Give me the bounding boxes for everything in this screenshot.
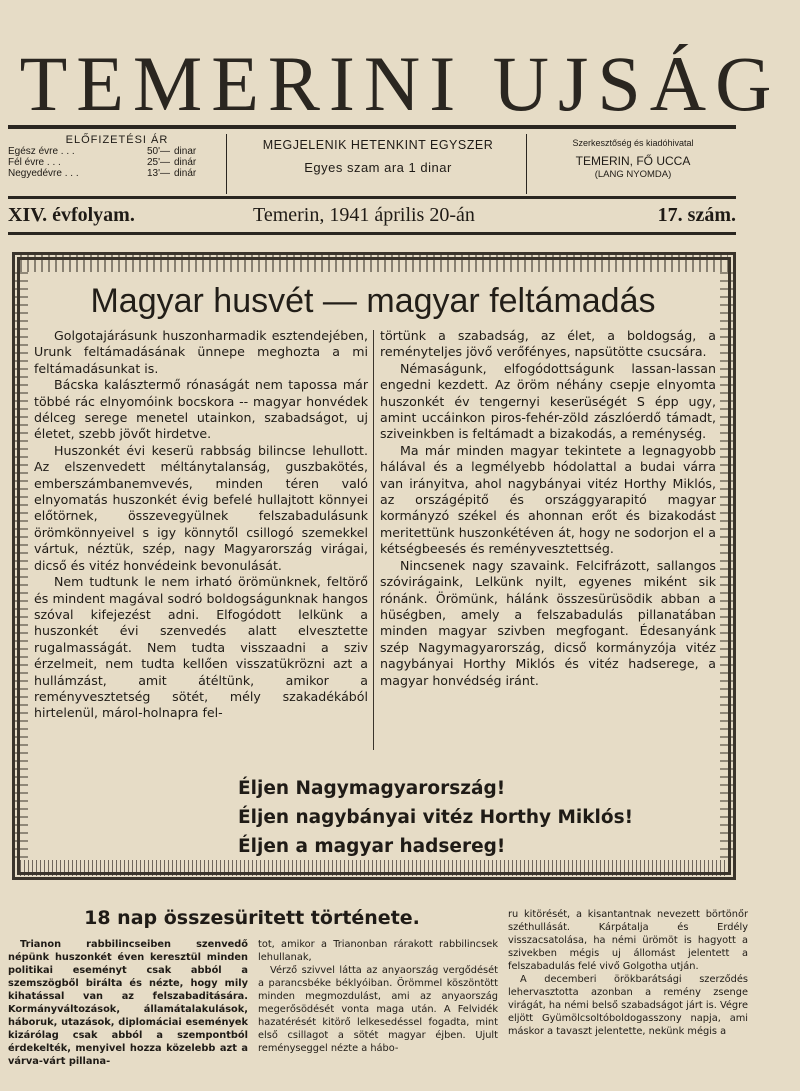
editorial-printer: (LANG NYOMDA)	[594, 169, 672, 180]
article-paragraph: Bácska kalásztermő rónaságát nem tapossa már többé rác elnyomóink bocskora -- magyar honvédek délceg serege menetel utainkon, szabadságot, uj életet, szebb jövőt hirdetve.	[34, 377, 368, 442]
article-paragraph: Huszonkét évi keserü rabbság bilincse lehullott. Az elszenvedett méltánytalanság, guszbakötés, emberszámbanemvevés, minden téren való elnyomatás huszonkét évig befelé hullajtott könnyei előtörnek, összevegyülnek felszabadulásunk örömkönnyeivel s igy könnytől csillogó szemekkel vártuk, néztük, szép, nagy Magyarország virágai, dicső és vitéz honvédeink bevonulását.	[34, 442, 368, 573]
header-divider	[526, 134, 527, 194]
article-paragraph: Ma már minden magyar tekintete a legnagyobb hálával és a legmélyebb hódolattal a budai várra van irányitva, ahol nagybányai vitéz Horthy Miklós, az országépitő és országgyarapitó magyar kormányzó székel és ahonnan erőt és bizakodást meritettünk huszonkétéven át, hogy ne sodorjon el a kétségbeesés és reményvesztettség.	[380, 442, 716, 557]
main-article-right-column	[380, 328, 716, 689]
dateline-rule-top	[8, 196, 736, 199]
article-paragraph: tot, amikor a Trianonban rárakott rabbilincsek lehullanak,	[258, 939, 498, 963]
ornamental-border-bottom	[20, 860, 728, 876]
price-unit: dinar	[174, 146, 197, 157]
publication-box	[230, 138, 526, 175]
editorial-address: TEMERIN, FŐ UCCA	[575, 154, 691, 168]
dateline-rule-bottom	[8, 232, 736, 235]
article-paragraph: Vérző szivvel látta az anyaország vergődését a parancsbéke béklyóiban. Örömmel köszöntött minden megmozdulást, ami az anyaország megerősödését vonta maga után. A Felvidék hazatérését kitörő lelkesedéssel fogadta, mint első csillagot a sötét magyar éjben. Ujult reményseggel nézte a hábo-	[258, 965, 498, 1054]
price-unit: dinár	[174, 168, 197, 179]
second-article-column-1	[8, 938, 248, 1068]
main-headline: Magyar husvét — magyar feltámadás	[90, 282, 656, 320]
price-unit: dinár	[174, 157, 197, 168]
article-paragraph: Golgotajárásunk huszonharmadik esztendejében, Urunk feltámadásának ünnepe meghozta a mi feltámadásunkat is.	[34, 328, 368, 376]
price-value: 25'—	[146, 157, 170, 168]
price-row	[8, 168, 226, 179]
price-row	[8, 157, 226, 168]
price-label: Egész évre . . .	[8, 146, 75, 157]
ornamental-border-left	[12, 268, 28, 858]
price-label: Negyedévre . . .	[8, 168, 79, 179]
masthead-rule	[8, 125, 736, 129]
dateline	[8, 204, 736, 230]
cheer-line: Éljen Nagymagyarország!	[238, 778, 506, 799]
second-article-column-2	[258, 938, 498, 1055]
column-divider	[373, 330, 374, 750]
price-row	[8, 146, 226, 157]
cheer-line: Éljen a magyar hadsereg!	[238, 836, 506, 857]
price-value: 13'—	[146, 168, 170, 179]
issue-number: 17. szám.	[657, 204, 736, 226]
subscription-title: ELŐFIZETÉSI ÁR	[65, 134, 169, 146]
cheers-block	[238, 774, 633, 861]
publication-frequency: MEGJELENIK HETENKINT EGYSZER	[262, 138, 494, 152]
second-article-column-3	[508, 908, 748, 1038]
article-paragraph: törtünk a szabadság, az élet, a boldogság, a reményteljes jövő verőfényes, napsütötte csucsára.	[380, 328, 716, 360]
editorial-box	[530, 138, 736, 180]
subscription-box	[8, 134, 226, 194]
second-article-title: 18 nap összesüritett története.	[84, 907, 420, 929]
article-paragraph: ru kitörését, a kisantantnak nevezett börtönőr széthullását. Kárpátalja és Erdély visszacsatolása, ha némi ürömöt is hagyott a szivekben mégis uj állomást jelentett a felszabadulás felé vivő Golgotha utján.	[508, 909, 748, 972]
cheer-line: Éljen nagybányai vitéz Horthy Miklós!	[238, 807, 634, 828]
price-value: 50'—	[146, 146, 170, 157]
article-paragraph: Trianon rabbilincseiben szenvedő népünk huszonkét éven keresztül minden politikai eseményt csak abból a szemszögből birálta és nézte, hogy mily kihatással van az felszabaditására. Kormányváltozások, államátalakulások, háboruk, utazások, diplomáciai események kizárólag csak abból a szempontból érdekelték, menyivel hozza közelebb azt a várva-várt pillana-	[8, 939, 248, 1067]
editorial-label: Szerkesztőség és kiadóhivatal	[572, 138, 694, 148]
article-paragraph: Némaságunk, elfogódottságunk lassan-lassan engedni kezdett. Az öröm néhány csepje elnyomta huszonkét év tengernyi keserüségét S épp ugy, amint uccáinkon piros-fehér-zöld zászlóerdő támadt, sziveinkben is feltámadt a bizakodás, a reménység.	[380, 360, 716, 442]
ornamental-border-top	[20, 252, 728, 272]
article-paragraph: Nincsenek nagy szavaink. Felcifrázott, sallangos szóvirágaink, Lelkünk nyilt, egyenes miként sik rónánk. Örömünk, hálánk összesürüsödik abban a hüségben, amely a felszabadulás pillanatában minden magyar szivben megfogant. Édesanyánk szép Nagymagyarország, dicső kormányzója vitéz nagybányai Horthy Miklós és vitéz hadserege, a magyar honvédség iránt.	[380, 557, 716, 688]
volume-label: XIV. évfolyam.	[8, 204, 135, 226]
ornamental-border-right	[720, 268, 736, 858]
main-article-left-column	[34, 328, 368, 722]
publication-price: Egyes szam ara 1 dinar	[304, 160, 452, 175]
place-date: Temerin, 1941 április 20-án	[253, 204, 475, 226]
header-info-row	[8, 134, 736, 194]
header-divider	[226, 134, 227, 194]
article-paragraph: Nem tudtunk le nem irható örömünknek, feltörő és mindent magával sodró boldogságunknak hangos szóval kifejezést adni. Elfogódott lelkünk a huszonkét évi szenvedés alatt elvesztette rugalmasságát. Nem tudta visszaadni a sziv érzelmeit, nem tudta kellően visszatükrözni azt a hullámzást, amit átéltünk, amikor a reményvesztetség sötét, mély szakadékából hirtelenül, márol-holnapra fel-	[34, 574, 368, 721]
article-paragraph: A decemberi örökbarátsági szerződés lehervasztotta azonban a remény zsenge virágát, ha némi belső szabadságot járt is. Végre eljött Gyümölcsoltóboldogasszony napja, ami máskor a tavaszt jelentette, nekünk mégis a	[508, 974, 748, 1037]
masthead-title: TEMERINI UJSÁG	[19, 44, 781, 124]
price-label: Fél évre . . .	[8, 157, 61, 168]
